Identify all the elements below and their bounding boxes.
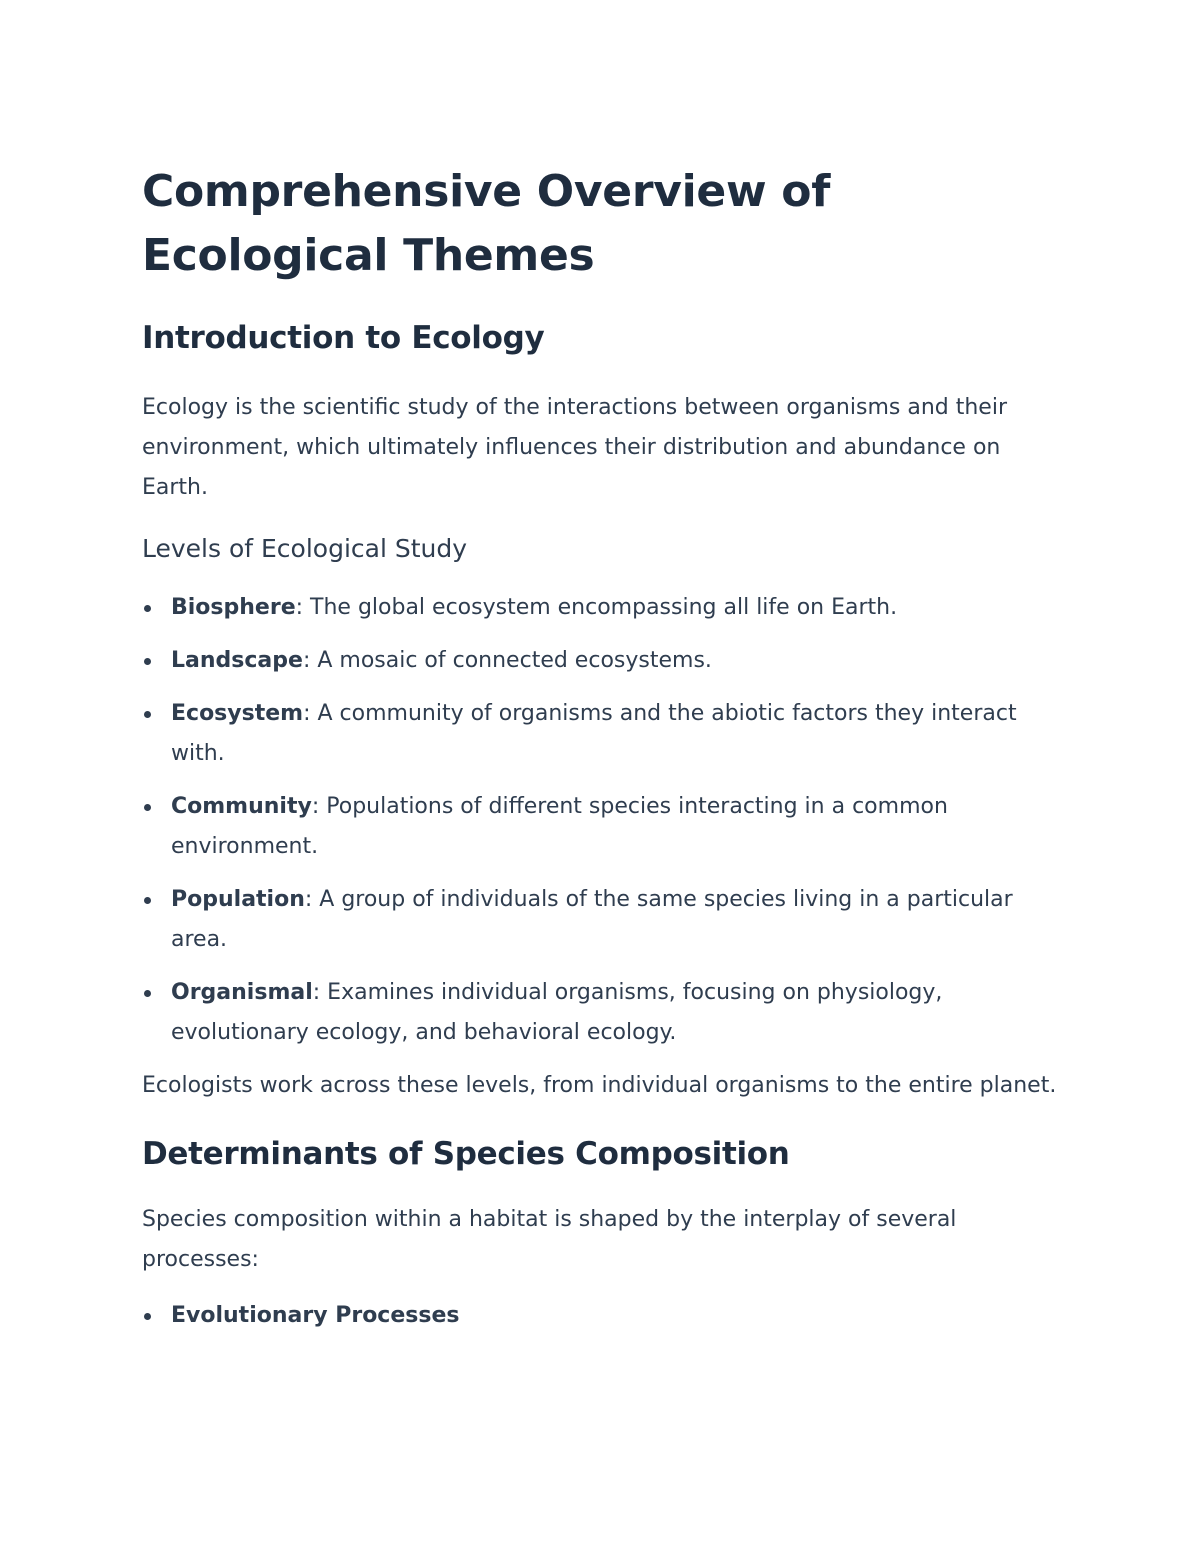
bullet-icon — [144, 990, 151, 997]
list-item-community — [142, 787, 1072, 867]
species-paragraph: Species composition within a habitat is shaped by the interplay of several processes: — [142, 1207, 957, 1272]
intro-paragraph: Ecology is the scientific study of the interactions between organisms and their environment, which ultimately influences their distribution and abundance on Earth. — [142, 395, 1007, 500]
bullet-icon — [144, 804, 151, 811]
subheading-levels: Levels of Ecological Study — [142, 534, 468, 563]
list-item-text: : A mosaic of connected ecosystems. — [302, 648, 712, 673]
list-item-population — [142, 880, 1072, 960]
list-item-text: : Examines individual organisms, focusing on physiology, evolutionary ecology, and behavioral ecology. — [171, 980, 943, 1045]
bullet-icon — [144, 658, 151, 665]
list-item-landscape — [142, 641, 1072, 681]
list-item-text: : Populations of different species interacting in a common environment. — [171, 794, 948, 859]
list-item-term: Evolutionary Processes — [171, 1303, 460, 1328]
list-item-term: Landscape — [171, 648, 303, 673]
list-item-evolutionary-processes — [142, 1296, 1072, 1336]
list-item-ecosystem — [142, 694, 1072, 774]
list-item-text: : The global ecosystem encompassing all life on Earth. — [295, 595, 898, 620]
list-item-biosphere — [142, 588, 1072, 628]
levels-summary-paragraph: Ecologists work across these levels, from individual organisms to the entire planet. — [142, 1073, 1057, 1098]
document-title: Comprehensive Overview of Ecological Themes — [142, 166, 831, 281]
list-item-term: Biosphere — [171, 595, 296, 620]
bullet-icon — [144, 605, 151, 612]
list-item-term: Organismal — [171, 980, 313, 1005]
levels-list — [142, 588, 1072, 1053]
list-item-term: Population — [171, 887, 305, 912]
list-item-text: : A group of individuals of the same species living in a particular area. — [171, 887, 1013, 952]
species-list — [142, 1296, 1072, 1336]
section-heading-introduction: Introduction to Ecology — [142, 320, 545, 356]
bullet-icon — [144, 1313, 151, 1320]
list-item-organismal — [142, 973, 1072, 1053]
list-item-term: Ecosystem — [171, 701, 304, 726]
document-page — [142, 160, 1072, 1336]
list-item-term: Community — [171, 794, 312, 819]
bullet-icon — [144, 897, 151, 904]
section-heading-species-composition: Determinants of Species Composition — [142, 1136, 790, 1172]
bullet-icon — [144, 711, 151, 718]
list-item-text: : A community of organisms and the abiotic factors they interact with. — [171, 701, 1017, 766]
